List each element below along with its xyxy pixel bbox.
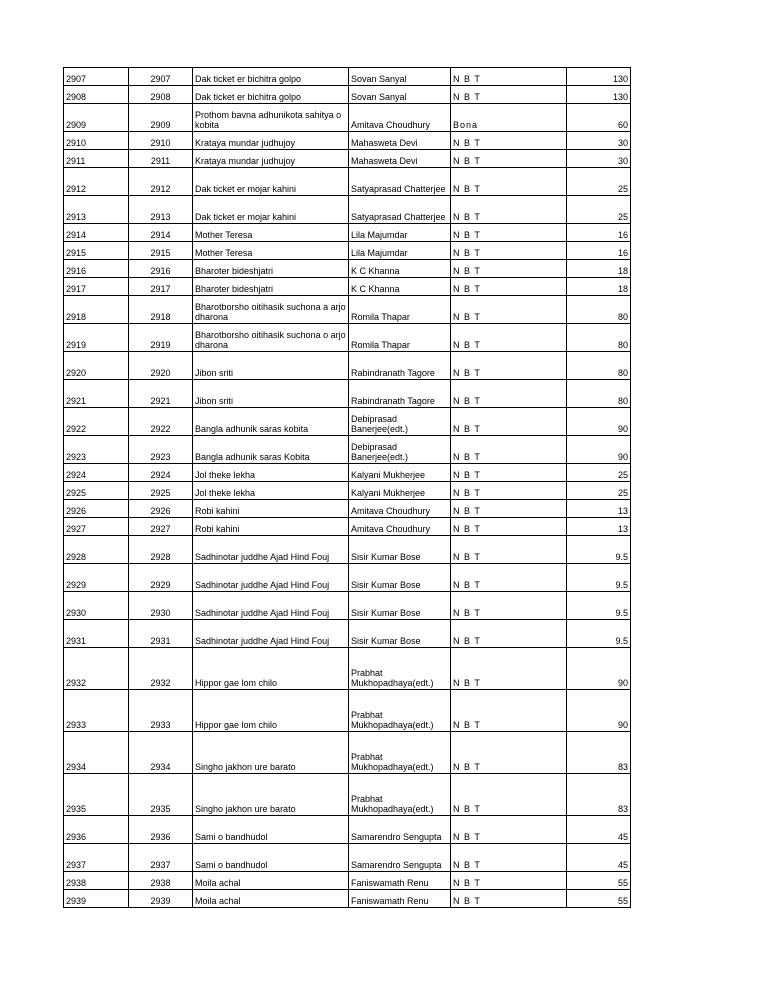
- serial-number-cell: 2935: [129, 774, 193, 816]
- accession-number-cell: 2918: [64, 296, 129, 324]
- accession-number-cell: 2925: [64, 482, 129, 500]
- table-row: [64, 620, 631, 648]
- book-title-cell: Robi kahini: [193, 500, 349, 518]
- accession-number-cell: 2927: [64, 518, 129, 536]
- price-cell: 9.5: [567, 536, 631, 564]
- author-cell: Prabhat Mukhopadhaya(edt.): [349, 648, 451, 690]
- price-cell: 18: [567, 278, 631, 296]
- book-title-cell: Dak ticket er mojar kahini: [193, 168, 349, 196]
- table-row: [64, 324, 631, 352]
- serial-number-cell: 2939: [129, 890, 193, 908]
- table-row: [64, 132, 631, 150]
- accession-number-cell: 2920: [64, 352, 129, 380]
- price-cell: 90: [567, 690, 631, 732]
- table-row: [64, 890, 631, 908]
- price-cell: 25: [567, 464, 631, 482]
- book-title-cell: Singho jakhon ure barato: [193, 732, 349, 774]
- author-cell: Romila Thapar: [349, 324, 451, 352]
- serial-number-cell: 2927: [129, 518, 193, 536]
- accession-number-cell: 2931: [64, 620, 129, 648]
- book-title-cell: Jibon sriti: [193, 352, 349, 380]
- price-cell: 30: [567, 132, 631, 150]
- publisher-cell: N B T: [451, 648, 567, 690]
- accession-number-cell: 2914: [64, 224, 129, 242]
- book-title-cell: Dak ticket er mojar kahini: [193, 196, 349, 224]
- table-row: [64, 380, 631, 408]
- serial-number-cell: 2937: [129, 844, 193, 872]
- price-cell: 13: [567, 518, 631, 536]
- accession-number-cell: 2907: [64, 68, 129, 86]
- book-title-cell: Dak ticket er bichitra golpo: [193, 68, 349, 86]
- accession-number-cell: 2933: [64, 690, 129, 732]
- table-row: [64, 500, 631, 518]
- book-title-cell: Moila achal: [193, 872, 349, 890]
- accession-number-cell: 2922: [64, 408, 129, 436]
- price-cell: 30: [567, 150, 631, 168]
- publisher-cell: N B T: [451, 296, 567, 324]
- accession-number-cell: 2915: [64, 242, 129, 260]
- table-row: [64, 278, 631, 296]
- author-cell: Sisir Kumar Bose: [349, 620, 451, 648]
- price-cell: 16: [567, 242, 631, 260]
- accession-number-cell: 2919: [64, 324, 129, 352]
- publisher-cell: N B T: [451, 620, 567, 648]
- accession-number-cell: 2939: [64, 890, 129, 908]
- book-register-table: [63, 67, 631, 908]
- author-cell: Satyaprasad Chatterjee: [349, 196, 451, 224]
- price-cell: 9.5: [567, 564, 631, 592]
- serial-number-cell: 2912: [129, 168, 193, 196]
- author-cell: Romila Thapar: [349, 296, 451, 324]
- book-title-cell: Bharotborsho oitihasik suchona o arjo dharona: [193, 324, 349, 352]
- book-title-cell: Sami o bandhudol: [193, 816, 349, 844]
- accession-number-cell: 2908: [64, 86, 129, 104]
- serial-number-cell: 2929: [129, 564, 193, 592]
- accession-number-cell: 2912: [64, 168, 129, 196]
- publisher-cell: N B T: [451, 500, 567, 518]
- accession-number-cell: 2923: [64, 436, 129, 464]
- serial-number-cell: 2913: [129, 196, 193, 224]
- price-cell: 9.5: [567, 620, 631, 648]
- accession-number-cell: 2936: [64, 816, 129, 844]
- author-cell: Sovan Sanyal: [349, 86, 451, 104]
- serial-number-cell: 2921: [129, 380, 193, 408]
- author-cell: Lila Majumdar: [349, 242, 451, 260]
- author-cell: K C Khanna: [349, 260, 451, 278]
- table-row: [64, 68, 631, 86]
- book-title-cell: Prothom bavna adhunikota sahitya o kobita: [193, 104, 349, 132]
- book-title-cell: Jol theke lekha: [193, 482, 349, 500]
- serial-number-cell: 2926: [129, 500, 193, 518]
- publisher-cell: N B T: [451, 260, 567, 278]
- table-row: [64, 774, 631, 816]
- publisher-cell: N B T: [451, 86, 567, 104]
- serial-number-cell: 2910: [129, 132, 193, 150]
- author-cell: Mahasweta Devi: [349, 132, 451, 150]
- publisher-cell: N B T: [451, 150, 567, 168]
- publisher-cell: N B T: [451, 68, 567, 86]
- publisher-cell: N B T: [451, 278, 567, 296]
- price-cell: 55: [567, 890, 631, 908]
- author-cell: Kalyani Mukherjee: [349, 482, 451, 500]
- price-cell: 130: [567, 86, 631, 104]
- table-row: [64, 536, 631, 564]
- price-cell: 25: [567, 196, 631, 224]
- table-row: [64, 732, 631, 774]
- accession-number-cell: 2930: [64, 592, 129, 620]
- publisher-cell: N B T: [451, 352, 567, 380]
- publisher-cell: N B T: [451, 890, 567, 908]
- table-row: [64, 196, 631, 224]
- publisher-cell: N B T: [451, 380, 567, 408]
- accession-number-cell: 2938: [64, 872, 129, 890]
- table-row: [64, 564, 631, 592]
- accession-number-cell: 2909: [64, 104, 129, 132]
- author-cell: Prabhat Mukhopadhaya(edt.): [349, 732, 451, 774]
- serial-number-cell: 2907: [129, 68, 193, 86]
- publisher-cell: N B T: [451, 690, 567, 732]
- table-row: [64, 464, 631, 482]
- accession-number-cell: 2924: [64, 464, 129, 482]
- price-cell: 90: [567, 408, 631, 436]
- publisher-cell: N B T: [451, 196, 567, 224]
- book-title-cell: Sadhinotar juddhe Ajad Hind Fouj: [193, 592, 349, 620]
- book-title-cell: Bharoter bideshjatri: [193, 260, 349, 278]
- book-title-cell: Krataya mundar judhujoy: [193, 150, 349, 168]
- table-row: [64, 104, 631, 132]
- accession-number-cell: 2913: [64, 196, 129, 224]
- table-body: [64, 68, 631, 908]
- author-cell: Samarendro Sengupta: [349, 816, 451, 844]
- book-title-cell: Robi kahini: [193, 518, 349, 536]
- book-title-cell: Sami o bandhudol: [193, 844, 349, 872]
- accession-number-cell: 2935: [64, 774, 129, 816]
- table-row: [64, 168, 631, 196]
- accession-number-cell: 2911: [64, 150, 129, 168]
- author-cell: Sisir Kumar Bose: [349, 564, 451, 592]
- serial-number-cell: 2911: [129, 150, 193, 168]
- author-cell: Faniswamath Renu: [349, 872, 451, 890]
- serial-number-cell: 2931: [129, 620, 193, 648]
- publisher-cell: N B T: [451, 324, 567, 352]
- publisher-cell: N B T: [451, 816, 567, 844]
- serial-number-cell: 2915: [129, 242, 193, 260]
- table-row: [64, 296, 631, 324]
- serial-number-cell: 2918: [129, 296, 193, 324]
- publisher-cell: N B T: [451, 872, 567, 890]
- author-cell: Sovan Sanyal: [349, 68, 451, 86]
- table-row: [64, 816, 631, 844]
- publisher-cell: N B T: [451, 564, 567, 592]
- accession-number-cell: 2921: [64, 380, 129, 408]
- book-title-cell: Mother Teresa: [193, 242, 349, 260]
- serial-number-cell: 2908: [129, 86, 193, 104]
- serial-number-cell: 2919: [129, 324, 193, 352]
- price-cell: 25: [567, 168, 631, 196]
- table-row: [64, 844, 631, 872]
- author-cell: Samarendro Sengupta: [349, 844, 451, 872]
- book-title-cell: Mother Teresa: [193, 224, 349, 242]
- serial-number-cell: 2930: [129, 592, 193, 620]
- publisher-cell: N B T: [451, 242, 567, 260]
- author-cell: Satyaprasad Chatterjee: [349, 168, 451, 196]
- serial-number-cell: 2914: [129, 224, 193, 242]
- price-cell: 83: [567, 732, 631, 774]
- author-cell: Prabhat Mukhopadhaya(edt.): [349, 690, 451, 732]
- book-title-cell: Jol theke lekha: [193, 464, 349, 482]
- serial-number-cell: 2924: [129, 464, 193, 482]
- price-cell: 83: [567, 774, 631, 816]
- publisher-cell: Bona: [451, 104, 567, 132]
- price-cell: 16: [567, 224, 631, 242]
- author-cell: Amitava Choudhury: [349, 104, 451, 132]
- table-row: [64, 518, 631, 536]
- author-cell: Sisir Kumar Bose: [349, 592, 451, 620]
- price-cell: 90: [567, 648, 631, 690]
- serial-number-cell: 2909: [129, 104, 193, 132]
- book-title-cell: Dak ticket er bichitra golpo: [193, 86, 349, 104]
- book-title-cell: Hippor gae lom chilo: [193, 690, 349, 732]
- book-title-cell: Bharotborsho oitihasik suchona a arjo dharona: [193, 296, 349, 324]
- serial-number-cell: 2932: [129, 648, 193, 690]
- author-cell: Rabindranath Tagore: [349, 352, 451, 380]
- table-row: [64, 86, 631, 104]
- book-title-cell: Hippor gae lom chilo: [193, 648, 349, 690]
- price-cell: 60: [567, 104, 631, 132]
- accession-number-cell: 2934: [64, 732, 129, 774]
- serial-number-cell: 2917: [129, 278, 193, 296]
- accession-number-cell: 2917: [64, 278, 129, 296]
- serial-number-cell: 2916: [129, 260, 193, 278]
- accession-number-cell: 2926: [64, 500, 129, 518]
- serial-number-cell: 2925: [129, 482, 193, 500]
- accession-number-cell: 2932: [64, 648, 129, 690]
- author-cell: Faniswamath Renu: [349, 890, 451, 908]
- table-row: [64, 242, 631, 260]
- serial-number-cell: 2938: [129, 872, 193, 890]
- book-title-cell: Bharoter bideshjatri: [193, 278, 349, 296]
- publisher-cell: N B T: [451, 732, 567, 774]
- publisher-cell: N B T: [451, 774, 567, 816]
- price-cell: 45: [567, 816, 631, 844]
- price-cell: 45: [567, 844, 631, 872]
- book-title-cell: Sadhinotar juddhe Ajad Hind Fouj: [193, 536, 349, 564]
- table-row: [64, 260, 631, 278]
- author-cell: Amitava Choudhury: [349, 500, 451, 518]
- accession-number-cell: 2937: [64, 844, 129, 872]
- book-title-cell: Jibon sriti: [193, 380, 349, 408]
- book-title-cell: Sadhinotar juddhe Ajad Hind Fouj: [193, 620, 349, 648]
- price-cell: 9.5: [567, 592, 631, 620]
- publisher-cell: N B T: [451, 482, 567, 500]
- author-cell: K C Khanna: [349, 278, 451, 296]
- publisher-cell: N B T: [451, 224, 567, 242]
- table-row: [64, 352, 631, 380]
- publisher-cell: N B T: [451, 844, 567, 872]
- author-cell: Prabhat Mukhopadhaya(edt.): [349, 774, 451, 816]
- price-cell: 90: [567, 436, 631, 464]
- publisher-cell: N B T: [451, 132, 567, 150]
- author-cell: Amitava Choudhury: [349, 518, 451, 536]
- accession-number-cell: 2910: [64, 132, 129, 150]
- publisher-cell: N B T: [451, 518, 567, 536]
- price-cell: 80: [567, 380, 631, 408]
- table-row: [64, 436, 631, 464]
- author-cell: Rabindranath Tagore: [349, 380, 451, 408]
- author-cell: Debiprasad Banerjee(edt.): [349, 408, 451, 436]
- table-row: [64, 592, 631, 620]
- book-title-cell: Bangla adhunik saras Kobita: [193, 436, 349, 464]
- table-row: [64, 150, 631, 168]
- book-title-cell: Moila achal: [193, 890, 349, 908]
- book-title-cell: Sadhinotar juddhe Ajad Hind Fouj: [193, 564, 349, 592]
- author-cell: Kalyani Mukherjee: [349, 464, 451, 482]
- publisher-cell: N B T: [451, 592, 567, 620]
- table-row: [64, 224, 631, 242]
- price-cell: 13: [567, 500, 631, 518]
- author-cell: Mahasweta Devi: [349, 150, 451, 168]
- serial-number-cell: 2936: [129, 816, 193, 844]
- table-row: [64, 648, 631, 690]
- publisher-cell: N B T: [451, 464, 567, 482]
- book-title-cell: Singho jakhon ure barato: [193, 774, 349, 816]
- book-title-cell: Krataya mundar judhujoy: [193, 132, 349, 150]
- publisher-cell: N B T: [451, 408, 567, 436]
- serial-number-cell: 2933: [129, 690, 193, 732]
- serial-number-cell: 2928: [129, 536, 193, 564]
- serial-number-cell: 2920: [129, 352, 193, 380]
- publisher-cell: N B T: [451, 168, 567, 196]
- price-cell: 25: [567, 482, 631, 500]
- table-row: [64, 690, 631, 732]
- serial-number-cell: 2922: [129, 408, 193, 436]
- table-row: [64, 482, 631, 500]
- price-cell: 80: [567, 324, 631, 352]
- publisher-cell: N B T: [451, 536, 567, 564]
- table-row: [64, 408, 631, 436]
- author-cell: Lila Majumdar: [349, 224, 451, 242]
- price-cell: 80: [567, 352, 631, 380]
- serial-number-cell: 2934: [129, 732, 193, 774]
- serial-number-cell: 2923: [129, 436, 193, 464]
- accession-number-cell: 2916: [64, 260, 129, 278]
- publisher-cell: N B T: [451, 436, 567, 464]
- price-cell: 130: [567, 68, 631, 86]
- price-cell: 80: [567, 296, 631, 324]
- price-cell: 18: [567, 260, 631, 278]
- accession-number-cell: 2929: [64, 564, 129, 592]
- price-cell: 55: [567, 872, 631, 890]
- table-row: [64, 872, 631, 890]
- author-cell: Debiprasad Banerjee(edt.): [349, 436, 451, 464]
- accession-number-cell: 2928: [64, 536, 129, 564]
- book-title-cell: Bangla adhunik saras kobita: [193, 408, 349, 436]
- author-cell: Sisir Kumar Bose: [349, 536, 451, 564]
